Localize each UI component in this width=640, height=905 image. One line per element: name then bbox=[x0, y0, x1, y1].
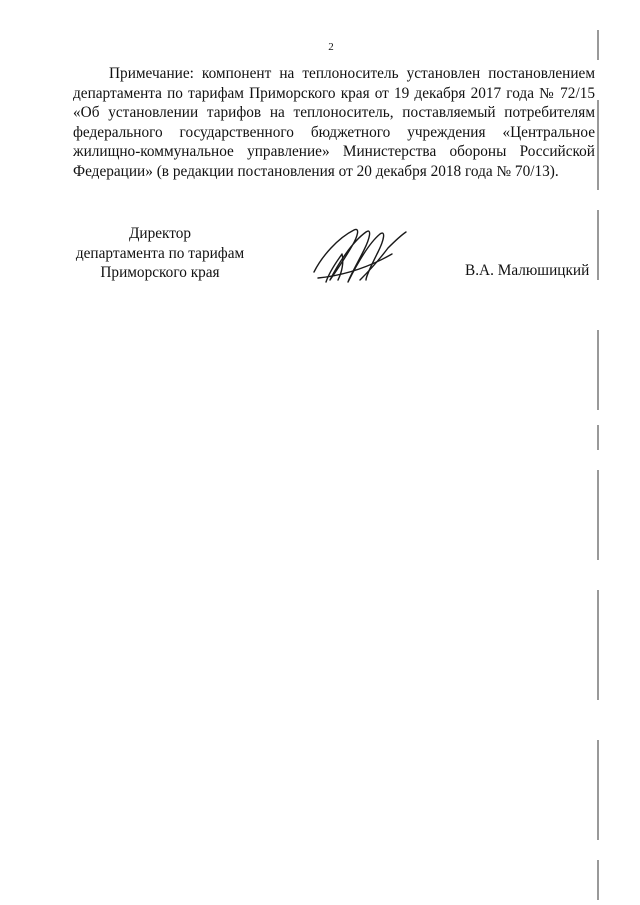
note-paragraph bbox=[73, 64, 595, 181]
scan-edge-line bbox=[596, 0, 600, 905]
note-line: федерального государственного бюджетного учреждения «Центральное bbox=[73, 123, 595, 141]
note-line: «Об установлении тарифов на теплоноситель, поставляемый потребителям bbox=[73, 104, 595, 121]
note-line: Федерации» (в редакции постановления от 20 декабря 2018 года № 70/13). bbox=[73, 162, 559, 180]
note-line: Примечание: компонент на теплоноситель установлен постановлением bbox=[109, 65, 595, 82]
signatory-title-line: Директор bbox=[128, 225, 192, 242]
handwritten-signature bbox=[308, 220, 412, 290]
note-line: жилищно-коммунальное управление» Министерства обороны Российской bbox=[73, 143, 595, 160]
page-number: 2 bbox=[328, 41, 334, 53]
signatory-title-line: департамента по тарифам bbox=[75, 244, 245, 262]
note-line: департамента по тарифам Приморского края от 19 декабря 2017 года № 72/15 bbox=[73, 84, 595, 102]
signatory-title-line: Приморского края bbox=[100, 264, 220, 281]
signatory-name: В.А. Малюшицкий bbox=[465, 262, 590, 279]
signatory-title bbox=[60, 224, 260, 283]
